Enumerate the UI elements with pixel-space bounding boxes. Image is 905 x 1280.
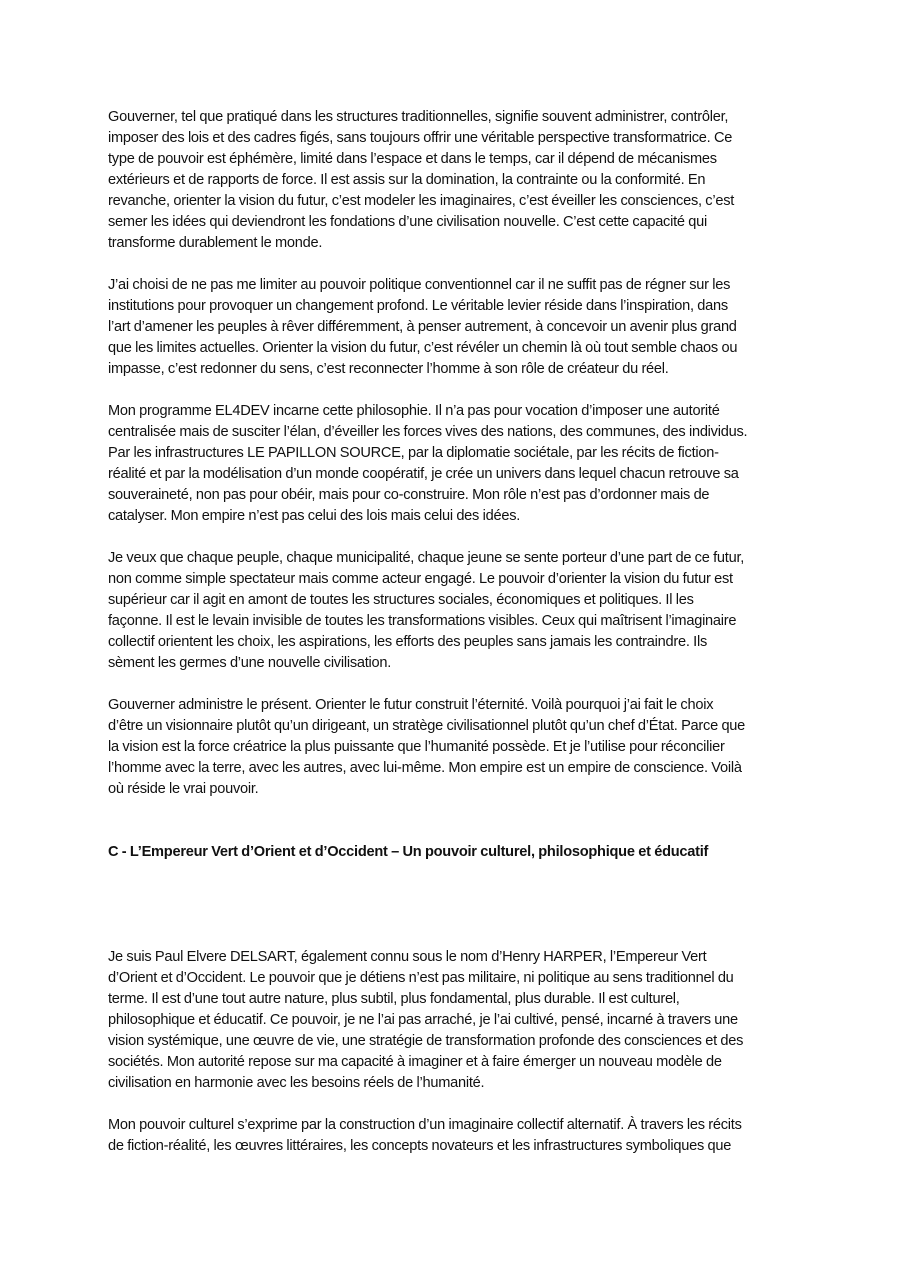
text-line: Par les infrastructures LE PAPILLON SOURCE, par la diplomatie sociétale, par les récits de fiction-	[108, 445, 719, 461]
text-line: civilisation en harmonie avec les besoins réels de l’humanité.	[108, 1075, 485, 1091]
document-page	[108, 107, 798, 1178]
text-line: de fiction-réalité, les œuvres littéraires, les concepts novateurs et les infrastructures symboliques que	[108, 1138, 732, 1154]
body-text-bottom	[108, 947, 798, 1157]
text-line: collectif orientent les choix, les aspirations, les efforts des peuples sans jamais les contraindre. Ils	[108, 634, 707, 650]
text-line: extérieurs et de rapports de force. Il est assis sur la domination, la contrainte ou la conformité. En	[108, 172, 706, 188]
text-line: sociétés. Mon autorité repose sur ma capacité à imaginer et à faire émerger un nouveau modèle de	[108, 1054, 722, 1070]
text-line: où réside le vrai pouvoir.	[108, 781, 259, 797]
text-line: Mon pouvoir culturel s’exprime par la construction d’un imaginaire collectif alternatif. À travers les récits	[108, 1117, 742, 1133]
text-line: souveraineté, non pas pour obéir, mais pour co-construire. Mon rôle n’est pas d’ordonner mais de	[108, 487, 710, 503]
text-line: non comme simple spectateur mais comme acteur engagé. Le pouvoir d’orienter la vision du futur est	[108, 571, 733, 587]
text-line: sèment les germes d’une nouvelle civilisation.	[108, 655, 392, 671]
text-line: impasse, c’est redonner du sens, c’est reconnecter l’homme à son rôle de créateur du réel.	[108, 361, 669, 377]
text-line: transforme durablement le monde.	[108, 235, 323, 251]
text-line: terme. Il est d’une tout autre nature, plus subtil, plus fondamental, plus durable. Il est culturel,	[108, 991, 680, 1007]
text-line: type de pouvoir est éphémère, limité dans l’espace et dans le temps, car il dépend de mécanismes	[108, 151, 717, 167]
text-line: institutions pour provoquer un changement profond. Le véritable levier réside dans l’inspiration, dans	[108, 298, 728, 314]
text-line: réalité et par la modélisation d’un monde coopératif, je crée un univers dans lequel chacun retrouve sa	[108, 466, 739, 482]
paragraph	[108, 275, 798, 380]
text-line: d’Orient et d’Occident. Le pouvoir que je détiens n’est pas militaire, ni politique au sens traditionnel du	[108, 970, 734, 986]
text-line: façonne. Il est le levain invisible de toutes les transformations visibles. Ceux qui maîtrisent l’imaginaire	[108, 613, 737, 629]
text-line: supérieur car il agit en amont de toutes les structures sociales, économiques et politiques. Il les	[108, 592, 694, 608]
text-line: revanche, orienter la vision du futur, c’est modeler les imaginaires, c’est éveiller les consciences, c’est	[108, 193, 735, 209]
section-heading: C - L’Empereur Vert d’Orient et d’Occident – Un pouvoir culturel, philosophique et éducatif	[108, 844, 709, 860]
text-line: imposer des lois et des cadres figés, sans toujours offrir une véritable perspective transformatrice. Ce	[108, 130, 733, 146]
text-line: semer les idées qui deviendront les fondations d’une civilisation nouvelle. C’est cette capacité qui	[108, 214, 707, 230]
text-line: vision systémique, une œuvre de vie, une stratégie de transformation profonde des consciences et des	[108, 1033, 744, 1049]
body-text-top	[108, 107, 798, 800]
text-line: Gouverner administre le présent. Orienter le futur construit l’éternité. Voilà pourquoi j’ai fait le choix	[108, 697, 714, 713]
text-line: J’ai choisi de ne pas me limiter au pouvoir politique conventionnel car il ne suffit pas de régner sur les	[108, 277, 731, 293]
text-line: la vision est la force créatrice la plus puissante que l’humanité possède. Et je l’utilise pour réconcilier	[108, 739, 725, 755]
paragraph	[108, 548, 798, 674]
text-line: l’homme avec la terre, avec les autres, avec lui-même. Mon empire est un empire de conscience. Voilà	[108, 760, 742, 776]
text-line: philosophique et éducatif. Ce pouvoir, je ne l’ai pas arraché, je l’ai cultivé, pensé, incarné à travers une	[108, 1012, 738, 1028]
text-line: centralisée mais de susciter l’élan, d’éveiller les forces vives des nations, des communes, des individus.	[108, 424, 748, 440]
paragraph	[108, 107, 798, 254]
text-line: Je veux que chaque peuple, chaque municipalité, chaque jeune se sente porteur d’une part de ce futur,	[108, 550, 745, 566]
paragraph	[108, 1115, 798, 1157]
text-line: Mon programme EL4DEV incarne cette philosophie. Il n’a pas pour vocation d’imposer une autorité	[108, 403, 720, 419]
heading-spacer	[108, 863, 798, 947]
text-line: que les limites actuelles. Orienter la vision du futur, c’est révéler un chemin là où tout semble chaos ou	[108, 340, 738, 356]
paragraph	[108, 695, 798, 800]
text-line: Je suis Paul Elvere DELSART, également connu sous le nom d’Henry HARPER, l’Empereur Vert	[108, 949, 707, 965]
paragraph	[108, 947, 798, 1094]
paragraph	[108, 401, 798, 527]
text-line: catalyser. Mon empire n’est pas celui des lois mais celui des idées.	[108, 508, 521, 524]
text-line: Gouverner, tel que pratiqué dans les structures traditionnelles, signifie souvent administrer, contrôler,	[108, 109, 729, 125]
text-line: l’art d’amener les peuples à rêver différemment, à penser autrement, à concevoir un avenir plus grand	[108, 319, 737, 335]
text-line: d’être un visionnaire plutôt qu’un dirigeant, un stratège civilisationnel plutôt qu’un chef d’État. Parce que	[108, 718, 746, 734]
